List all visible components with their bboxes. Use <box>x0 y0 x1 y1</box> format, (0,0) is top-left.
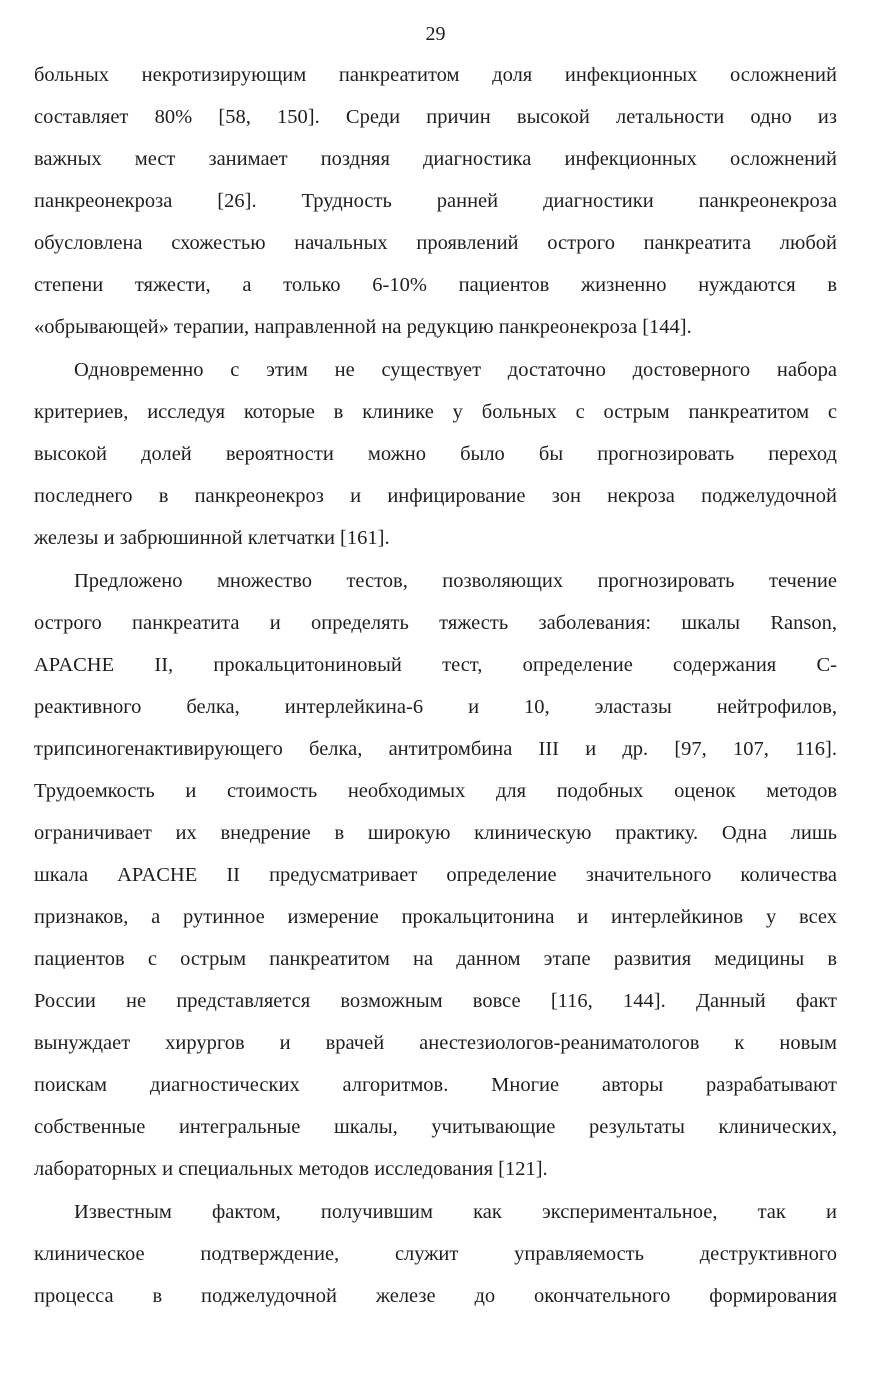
text-line: вынуждает хирургов и врачей анестезиологов-реаниматологов к новым <box>34 1032 837 1054</box>
text-line: APACHE II, прокальцитониновый тест, определение содержания С- <box>34 654 837 676</box>
text-line: важных мест занимает поздняя диагностика инфекционных осложнений <box>34 148 837 170</box>
page-number: 29 <box>425 23 446 45</box>
text-line: высокой долей вероятности можно было бы прогнозировать переход <box>34 443 837 465</box>
text-line: острого панкреатита и определять тяжесть заболевания: шкалы Ranson, <box>34 612 837 634</box>
text-line: последнего в панкреонекроз и инфицирование зон некроза поджелудочной <box>34 485 837 507</box>
text-line: железы и забрюшинной клетчатки [161]. <box>34 527 390 549</box>
text-line: пациентов с острым панкреатитом на данном этапе развития медицины в <box>34 948 837 970</box>
text-line: лабораторных и специальных методов исследования [121]. <box>34 1158 548 1180</box>
text-line: степени тяжести, а только 6-10% пациентов жизненно нуждаются в <box>34 274 837 296</box>
text-line: трипсиногенактивирующего белка, антитромбина III и др. [97, 107, 116]. <box>34 738 837 760</box>
text-line: панкреонекроза [26]. Трудность ранней диагностики панкреонекроза <box>34 190 837 212</box>
text-line: России не представляется возможным вовсе [116, 144]. Данный факт <box>34 990 837 1012</box>
text-line: клиническое подтверждение, служит управляемость деструктивного <box>34 1243 837 1265</box>
text-line: «обрывающей» терапии, направленной на редукцию панкреонекроза [144]. <box>34 316 692 338</box>
text-line: реактивного белка, интерлейкина-6 и 10, эластазы нейтрофилов, <box>34 696 837 718</box>
text-line: Трудоемкость и стоимость необходимых для подобных оценок методов <box>34 780 837 802</box>
text-line: больных некротизирующим панкреатитом доля инфекционных осложнений <box>34 64 837 86</box>
text-line: Известным фактом, получившим как экспериментальное, так и <box>74 1201 837 1223</box>
text-line: поискам диагностических алгоритмов. Многие авторы разрабатывают <box>34 1074 837 1096</box>
text-line: Одновременно с этим не существует достаточно достоверного набора <box>74 359 837 381</box>
text-line: ограничивает их внедрение в широкую клиническую практику. Одна лишь <box>34 822 837 844</box>
text-line: обусловлена схожестью начальных проявлений острого панкреатита любой <box>34 232 837 254</box>
text-line: признаков, а рутинное измерение прокальцитонина и интерлейкинов у всех <box>34 906 837 928</box>
text-line: Предложено множество тестов, позволяющих прогнозировать течение <box>74 570 837 592</box>
text-line: критериев, исследуя которые в клинике у больных с острым панкреатитом с <box>34 401 837 423</box>
text-line: процесса в поджелудочной железе до окончательного формирования <box>34 1285 837 1307</box>
text-line: шкала APACHE II предусматривает определение значительного количества <box>34 864 837 886</box>
text-line: собственные интегральные шкалы, учитывающие результаты клинических, <box>34 1116 837 1138</box>
text-line: составляет 80% [58, 150]. Среди причин высокой летальности одно из <box>34 106 837 128</box>
